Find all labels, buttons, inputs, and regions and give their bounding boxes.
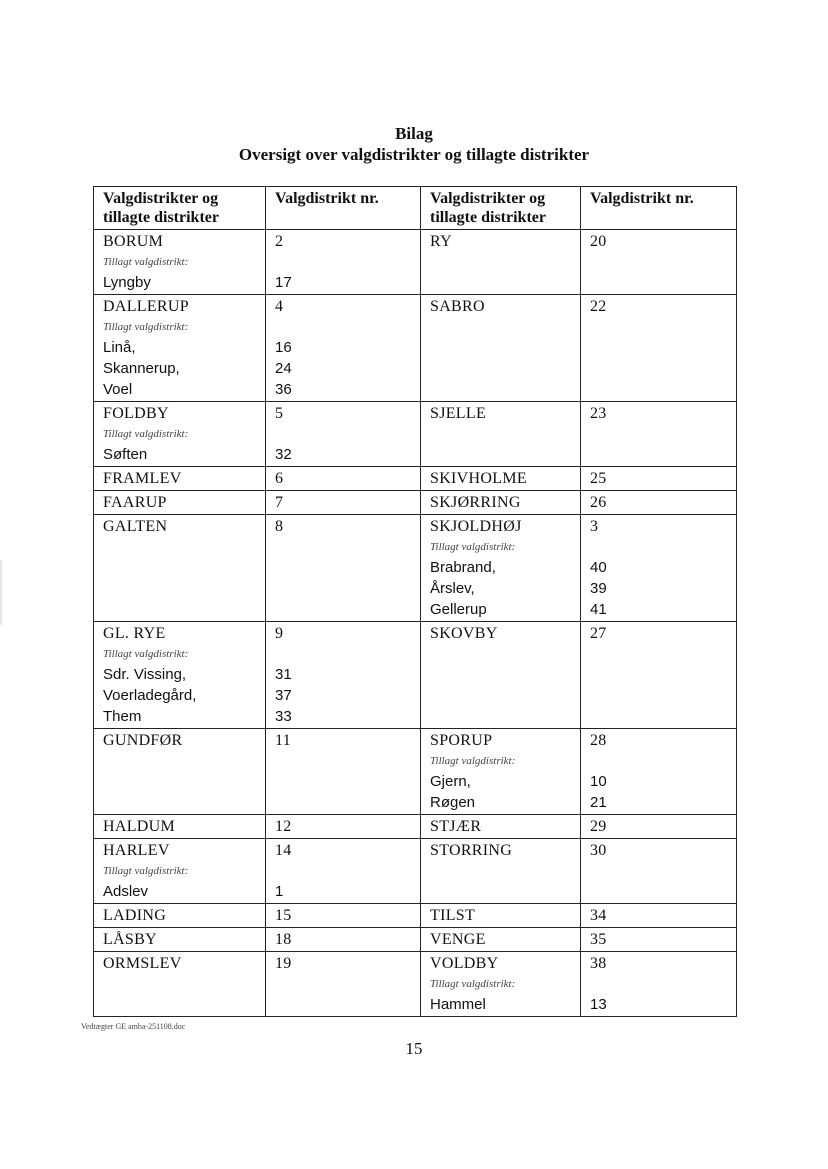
table-row	[94, 491, 737, 515]
attached-district-name: Søften	[103, 446, 148, 463]
district-number: 23	[590, 405, 607, 422]
page-title: Bilag	[395, 124, 433, 143]
table-row	[94, 230, 737, 295]
district-name: FRAMLEV	[103, 470, 182, 487]
attached-district-name: Brabrand,	[430, 559, 496, 576]
district-cell-left	[94, 815, 266, 839]
attached-district-number	[590, 974, 736, 994]
number-cell-right	[581, 904, 737, 928]
attached-district-note: Tillagt valgdistrikt:	[103, 648, 189, 660]
attached-district-name: Årslev,	[430, 580, 475, 597]
district-cell-right	[421, 729, 581, 815]
district-name: SKIVHOLME	[430, 470, 527, 487]
district-number: 27	[590, 625, 607, 642]
page-number: 15	[405, 1039, 423, 1058]
district-number: 26	[590, 494, 607, 511]
district-name: SKJØRRING	[430, 494, 521, 511]
attached-district-name: Sdr. Vissing,	[103, 666, 187, 683]
attached-district-number: 40	[590, 559, 607, 576]
page-subtitle: Oversigt over valgdistrikter og tillagte distrikter	[238, 145, 590, 164]
table-row	[94, 928, 737, 952]
district-number: 19	[275, 955, 292, 972]
attached-district-note: Tillagt valgdistrikt:	[103, 428, 189, 440]
district-name: LADING	[103, 907, 167, 924]
attached-district-name: Skannerup,	[103, 360, 180, 377]
district-name: SJELLE	[430, 405, 487, 422]
attached-district-name: Gjern,	[430, 773, 471, 790]
attached-district-name: Linå,	[103, 339, 136, 356]
district-name: FOLDBY	[103, 405, 169, 422]
number-cell-left	[266, 402, 421, 467]
district-number: 9	[275, 625, 284, 642]
district-cell-left	[94, 904, 266, 928]
district-number: 25	[590, 470, 607, 487]
attached-district-number	[275, 252, 420, 272]
district-cell-left	[94, 952, 266, 1017]
table-header-row	[94, 187, 737, 230]
attached-district-number: 17	[275, 274, 292, 291]
district-name: VENGE	[430, 931, 486, 948]
number-cell-right	[581, 622, 737, 729]
district-cell-left	[94, 622, 266, 729]
district-cell-right	[421, 904, 581, 928]
table-row	[94, 515, 737, 622]
attached-district-number	[590, 751, 736, 771]
district-cell-right	[421, 402, 581, 467]
number-cell-left	[266, 904, 421, 928]
district-number: 20	[590, 233, 607, 250]
district-name: GL. RYE	[103, 625, 166, 642]
attached-district-note: Tillagt valgdistrikt:	[103, 321, 189, 333]
number-cell-left	[266, 230, 421, 295]
number-cell-right	[581, 952, 737, 1017]
attached-district-number	[590, 537, 736, 557]
district-name: GUNDFØR	[103, 732, 183, 749]
table-row	[94, 295, 737, 402]
number-cell-right	[581, 515, 737, 622]
district-name: RY	[430, 233, 452, 250]
attached-district-number: 16	[275, 339, 292, 356]
number-cell-right	[581, 295, 737, 402]
number-cell-left	[266, 729, 421, 815]
attached-district-number: 13	[590, 996, 607, 1013]
attached-district-number: 37	[275, 687, 292, 704]
attached-district-name: Them	[103, 708, 142, 725]
attached-district-number: 1	[275, 883, 284, 900]
table-row	[94, 729, 737, 815]
district-name: ORMSLEV	[103, 955, 182, 972]
attached-district-name: Voel	[103, 381, 133, 398]
number-cell-left	[266, 952, 421, 1017]
district-number: 8	[275, 518, 284, 535]
district-name: TILST	[430, 907, 476, 924]
district-number: 5	[275, 405, 284, 422]
attached-district-name: Lyngby	[103, 274, 151, 291]
district-number: 7	[275, 494, 284, 511]
attached-district-note: Tillagt valgdistrikt:	[430, 755, 516, 767]
district-number: 29	[590, 818, 607, 835]
district-number: 30	[590, 842, 607, 859]
district-cell-left	[94, 230, 266, 295]
number-cell-left	[266, 815, 421, 839]
district-number: 2	[275, 233, 284, 250]
district-name: HALDUM	[103, 818, 176, 835]
district-number: 12	[275, 818, 292, 835]
district-name: SABRO	[430, 298, 485, 315]
district-cell-left	[94, 295, 266, 402]
district-number: 3	[590, 518, 599, 535]
table-row	[94, 904, 737, 928]
header-districts-right: Valgdistrikter og tillagte distrikter	[421, 187, 581, 230]
district-name: STORRING	[430, 842, 513, 859]
district-cell-left	[94, 515, 266, 622]
district-number: 4	[275, 298, 284, 315]
number-cell-right	[581, 230, 737, 295]
attached-district-name: Røgen	[430, 794, 476, 811]
district-name: VOLDBY	[430, 955, 499, 972]
district-number: 14	[275, 842, 292, 859]
district-number: 11	[275, 732, 292, 749]
number-cell-left	[266, 491, 421, 515]
attached-district-note: Tillagt valgdistrikt:	[103, 865, 189, 877]
district-cell-left	[94, 839, 266, 904]
number-cell-left	[266, 928, 421, 952]
district-cell-right	[421, 622, 581, 729]
district-name: DALLERUP	[103, 298, 189, 315]
table-row	[94, 952, 737, 1017]
number-cell-right	[581, 839, 737, 904]
district-name: STJÆR	[430, 818, 482, 835]
district-number: 28	[590, 732, 607, 749]
scan-edge-mark	[0, 560, 2, 625]
district-cell-right	[421, 515, 581, 622]
district-cell-left	[94, 402, 266, 467]
district-cell-right	[421, 467, 581, 491]
table-row	[94, 402, 737, 467]
attached-district-number	[275, 317, 420, 337]
attached-district-note: Tillagt valgdistrikt:	[430, 978, 516, 990]
attached-district-number	[275, 861, 420, 881]
attached-district-number: 32	[275, 446, 292, 463]
district-number: 18	[275, 931, 292, 948]
number-cell-left	[266, 839, 421, 904]
attached-district-name: Voerladegård,	[103, 687, 197, 704]
district-table	[93, 186, 737, 1017]
table-row	[94, 815, 737, 839]
district-cell-left	[94, 467, 266, 491]
district-number: 22	[590, 298, 607, 315]
district-cell-right	[421, 295, 581, 402]
district-number: 38	[590, 955, 607, 972]
attached-district-number: 33	[275, 708, 292, 725]
district-cell-right	[421, 491, 581, 515]
district-number: 6	[275, 470, 284, 487]
district-name: SKOVBY	[430, 625, 498, 642]
table-row	[94, 467, 737, 491]
number-cell-left	[266, 295, 421, 402]
table-row	[94, 622, 737, 729]
district-cell-right	[421, 952, 581, 1017]
attached-district-number: 24	[275, 360, 292, 377]
table-row	[94, 839, 737, 904]
district-cell-right	[421, 928, 581, 952]
attached-district-name: Hammel	[430, 996, 486, 1013]
number-cell-left	[266, 515, 421, 622]
district-number: 15	[275, 907, 292, 924]
attached-district-number	[275, 424, 420, 444]
number-cell-right	[581, 402, 737, 467]
district-name: GALTEN	[103, 518, 168, 535]
district-cell-right	[421, 839, 581, 904]
district-name: LÅSBY	[103, 931, 157, 948]
district-cell-right	[421, 230, 581, 295]
district-name: FAARUP	[103, 494, 167, 511]
district-number: 34	[590, 907, 607, 924]
header-number-left: Valgdistrikt nr.	[266, 187, 421, 230]
district-number: 35	[590, 931, 607, 948]
district-name: SKJOLDHØJ	[430, 518, 522, 535]
attached-district-number	[275, 644, 420, 664]
attached-district-name: Adslev	[103, 883, 149, 900]
number-cell-right	[581, 928, 737, 952]
attached-district-number: 39	[590, 580, 607, 597]
header-districts-left: Valgdistrikter og tillagte distrikter	[94, 187, 266, 230]
attached-district-number: 31	[275, 666, 292, 683]
number-cell-right	[581, 467, 737, 491]
district-cell-left	[94, 928, 266, 952]
attached-district-name: Gellerup	[430, 601, 487, 618]
district-cell-right	[421, 815, 581, 839]
attached-district-note: Tillagt valgdistrikt:	[430, 541, 516, 553]
district-name: SPORUP	[430, 732, 493, 749]
attached-district-number: 10	[590, 773, 607, 790]
attached-district-number: 21	[590, 794, 607, 811]
number-cell-right	[581, 815, 737, 839]
attached-district-number: 41	[590, 601, 607, 618]
number-cell-right	[581, 491, 737, 515]
district-name: HARLEV	[103, 842, 170, 859]
number-cell-right	[581, 729, 737, 815]
district-cell-left	[94, 491, 266, 515]
district-cell-left	[94, 729, 266, 815]
number-cell-left	[266, 622, 421, 729]
header-number-right: Valgdistrikt nr.	[581, 187, 737, 230]
attached-district-number: 36	[275, 381, 292, 398]
attached-district-note: Tillagt valgdistrikt:	[103, 256, 189, 268]
footer-filename: Vedtægter GE amba-251108.doc	[81, 1022, 186, 1031]
number-cell-left	[266, 467, 421, 491]
district-name: BORUM	[103, 233, 164, 250]
